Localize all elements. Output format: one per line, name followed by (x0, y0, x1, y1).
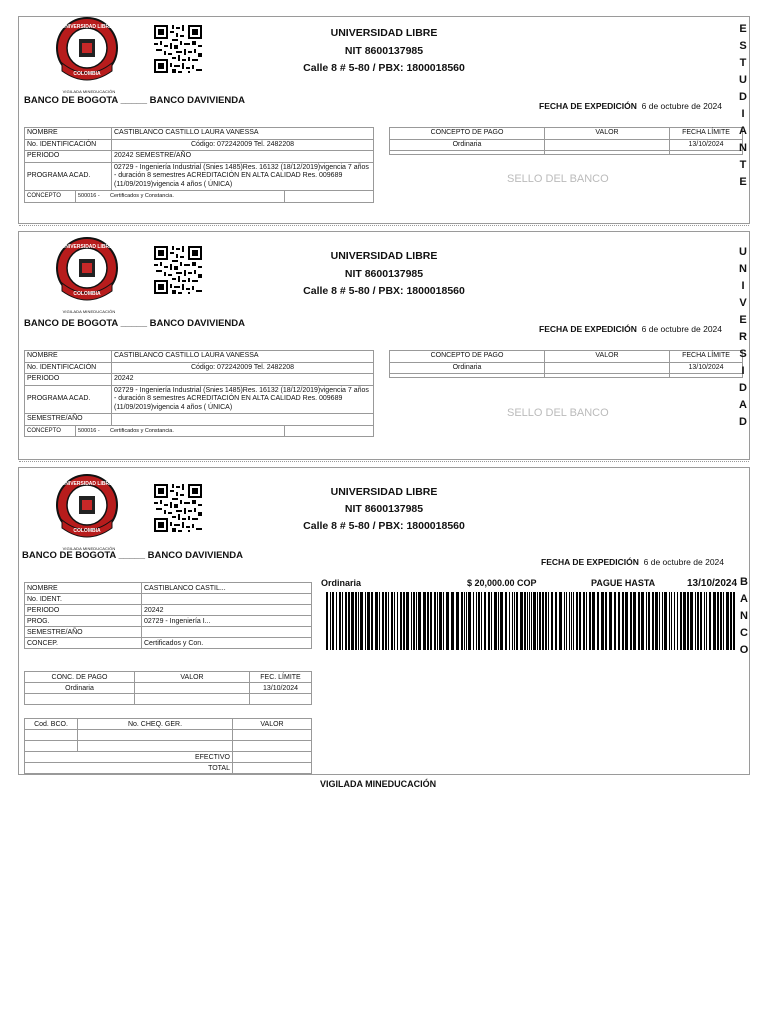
bank-stamp-area: SELLO DEL BANCO (507, 173, 609, 185)
coupon-universidad (18, 231, 750, 460)
bank-names: BANCO DE BOGOTA _____ BANCO DAVIVIENDA (24, 95, 245, 106)
qr-code (154, 25, 202, 73)
conc-value: Ordinaria (25, 683, 135, 694)
university-name: UNIVERSIDAD LIBRE (330, 27, 438, 39)
fec-header: FEC. LÍMITE (250, 672, 312, 683)
bank-payment-method-table (24, 718, 312, 774)
issue-date-value: 6 de octubre de 2024 (641, 101, 722, 111)
side-label-banco: B A N C O (739, 576, 749, 656)
bank-names: BANCO DE BOGOTA _____ BANCO DAVIVIENDA (24, 318, 245, 329)
period-label: PERIODO (25, 374, 112, 386)
logo-caption: VIGILADA MINEDUCACIÓN (62, 309, 116, 314)
university-nit: NIT 8600137985 (344, 268, 424, 280)
payment-table (389, 350, 743, 378)
student-info-table (24, 350, 374, 437)
student-period: 20242 SEMESTRE/AÑO (112, 151, 374, 163)
bank-row-value (142, 627, 312, 638)
concept-label: CONCEPTO (25, 426, 76, 437)
issue-date-value: 6 de octubre de 2024 (643, 557, 724, 567)
issue-date-value: 6 de octubre de 2024 (641, 324, 722, 334)
issue-date-label: FECHA DE EXPEDICIÓN (539, 101, 637, 111)
concept-code: 500016 - (78, 193, 100, 199)
bank-row-label: SEMESTRE/AÑO (25, 627, 142, 638)
qr-code (154, 246, 202, 294)
svg-text:UNIVERSIDAD LIBRE: UNIVERSIDAD LIBRE (61, 244, 113, 250)
program-label: PROGRAMA ACAD. (25, 162, 112, 191)
student-id: Código: 072242009 Tel. 2482208 (112, 139, 374, 151)
svg-text:COLOMBIA: COLOMBIA (73, 71, 101, 77)
student-name: CASTIBLANCO CASTILLO LAURA VANESSA (112, 351, 374, 363)
name-label: NOMBRE (25, 351, 112, 363)
bank-row-label: No. IDENT. (25, 594, 142, 605)
payment-concept-header: CONCEPTO DE PAGO (390, 351, 545, 363)
student-info-table (24, 127, 374, 203)
university-nit: NIT 8600137985 (344, 503, 424, 515)
bank-stamp-area: SELLO DEL BANCO (507, 407, 609, 419)
bank-row-value (142, 594, 312, 605)
issue-date-label: FECHA DE EXPEDICIÓN (539, 324, 637, 334)
issue-date (541, 557, 724, 567)
semester-label: SEMESTRE/AÑO (25, 414, 112, 426)
program-label: PROGRAMA ACAD. (25, 385, 112, 414)
university-logo (52, 15, 122, 95)
university-name: UNIVERSIDAD LIBRE (330, 486, 438, 498)
concept-code: 500016 - (78, 427, 100, 434)
period-label: PERIODO (25, 151, 112, 163)
footer-vigilada: VIGILADA MINEDUCACIÓN (320, 779, 437, 789)
payment-concept: Ordinaria (390, 139, 545, 151)
payment-deadline: 13/10/2024 (670, 362, 743, 374)
university-name: UNIVERSIDAD LIBRE (330, 250, 438, 262)
valor-label: VALOR (233, 719, 312, 730)
student-program: 02729 - Ingeniería Industrial (Snies 1485)Res. 16132 (18/12/2019)vigencia 7 años - duración 8 semestres ACREDITACIÓN EN ALTA CALIDAD Res. 009689 (11/09/2019)vigencia 4 años ( ÚNICA) (112, 162, 374, 191)
barcode-pay-by-label: PAGUE HASTA (591, 578, 656, 588)
payment-value-header: VALOR (545, 351, 670, 363)
side-label-universidad: U N I V E R S I D A D (739, 246, 747, 428)
id-label: No. IDENTIFICACIÓN (25, 362, 112, 374)
conc-header: CONC. DE PAGO (25, 672, 135, 683)
total-label: TOTAL (25, 763, 233, 774)
bank-row-label: PERIODO (25, 605, 142, 616)
barcode-amount: $ 20,000.00 COP (467, 578, 537, 588)
qr-code (154, 484, 202, 532)
concept-desc: Certificados y Constancia. (108, 191, 285, 202)
university-address: Calle 8 # 5-80 / PBX: 1800018560 (303, 62, 465, 74)
coupon-estudiante (18, 16, 750, 224)
bank-row-label: PROG. (25, 616, 142, 627)
student-name: CASTIBLANCO CASTILLO LAURA VANESSA (112, 128, 374, 140)
university-address: Calle 8 # 5-80 / PBX: 1800018560 (303, 520, 465, 532)
payment-barcode (326, 592, 736, 650)
cod-bco-label: Cod. BCO. (25, 719, 78, 730)
payment-value-header: VALOR (545, 128, 670, 140)
cheque-label: No. CHEQ. GER. (78, 719, 233, 730)
payment-deadline: 13/10/2024 (670, 139, 743, 151)
payment-concept-header: CONCEPTO DE PAGO (390, 128, 545, 140)
student-program: 02729 - Ingeniería Industrial (Snies 1485)Res. 16132 (18/12/2019)vigencia 7 años - duración 8 semestres ACREDITACIÓN EN ALTA CALIDAD Res. 009689 (11/09/2019)vigencia 4 años ( ÚNICA) (112, 385, 374, 414)
student-period: 20242 (112, 374, 374, 386)
issue-date (539, 101, 722, 111)
issue-date (539, 324, 722, 334)
coupon-banco (18, 467, 750, 775)
payment-deadline-header: FECHA LÍMITE (670, 128, 743, 140)
barcode-concept: Ordinaria (321, 578, 362, 588)
svg-text:COLOMBIA: COLOMBIA (73, 291, 101, 297)
payment-concept: Ordinaria (390, 362, 545, 374)
university-address: Calle 8 # 5-80 / PBX: 1800018560 (303, 285, 465, 297)
payment-deadline-header: FECHA LÍMITE (670, 351, 743, 363)
svg-text:COLOMBIA: COLOMBIA (73, 528, 101, 534)
fec-value: 13/10/2024 (250, 683, 312, 694)
bank-row-value: CASTIBLANCO CASTIL... (142, 583, 312, 594)
university-logo (52, 235, 122, 315)
svg-text:UNIVERSIDAD LIBRE: UNIVERSIDAD LIBRE (61, 24, 113, 30)
university-logo (52, 472, 122, 552)
concept-desc: Certificados y Constancia. (108, 426, 285, 437)
efectivo-label: EFECTIVO (25, 752, 233, 763)
concept-label: CONCEPTO (25, 191, 76, 202)
student-id: Código: 072242009 Tel. 2482208 (112, 362, 374, 374)
bank-info-table (24, 582, 312, 649)
name-label: NOMBRE (25, 128, 112, 140)
valor-header: VALOR (135, 672, 250, 683)
side-label-estudiante: E S T U D I A N T E (739, 23, 747, 188)
issue-date-label: FECHA DE EXPEDICIÓN (541, 557, 639, 567)
bank-concept-table (24, 671, 312, 705)
id-label: No. IDENTIFICACIÓN (25, 139, 112, 151)
barcode-date: 13/10/2024 (687, 578, 738, 589)
university-nit: NIT 8600137985 (344, 45, 424, 57)
bank-row-label: CONCEP. (25, 638, 142, 649)
bank-names: BANCO DE BOGOTA _____ BANCO DAVIVIENDA (22, 550, 243, 561)
bank-row-value: 02729 - Ingeniería I... (142, 616, 312, 627)
logo-caption: VIGILADA MINEDUCACIÓN (62, 89, 116, 94)
svg-text:UNIVERSIDAD LIBRE: UNIVERSIDAD LIBRE (61, 481, 113, 487)
bank-row-value: Certificados y Con. (142, 638, 312, 649)
bank-row-value: 20242 (142, 605, 312, 616)
bank-row-label: NOMBRE (25, 583, 142, 594)
logo-caption: VIGILADA MINEDUCACIÓN (62, 546, 116, 551)
payment-table (389, 127, 743, 155)
